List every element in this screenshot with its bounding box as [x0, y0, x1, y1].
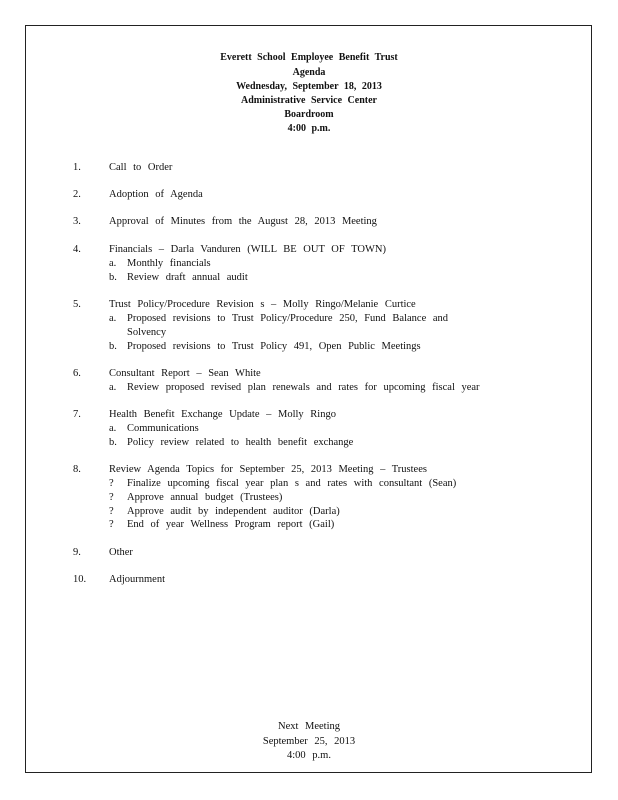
item-text: Financials – Darla Vanduren (WILL BE OUT OF TOWN)	[109, 244, 386, 255]
sub-text: Approve annual budget (Trustees)	[127, 492, 283, 503]
sub-marker: a.	[109, 382, 117, 393]
header-room: Boardroom	[284, 109, 334, 120]
sub-marker: a.	[109, 313, 117, 324]
item-number: 1.	[73, 162, 81, 173]
sub-text-continued: Solvency	[127, 327, 167, 338]
sub-text: Proposed revisions to Trust Policy/Procedure 250, Fund Balance and	[127, 313, 449, 324]
item-number: 7.	[73, 409, 81, 420]
header-subtitle: Agenda	[292, 67, 326, 78]
sub-marker: a.	[109, 258, 117, 269]
item-text: Call to Order	[109, 162, 173, 173]
sub-text: Monthly financials	[127, 258, 211, 269]
header-location: Administrative Service Center	[241, 95, 377, 106]
header-date: Wednesday, September 18, 2013	[236, 81, 382, 92]
page-border	[25, 25, 592, 773]
header-title: Everett School Employee Benefit Trust	[220, 52, 398, 63]
item-number: 9.	[73, 547, 81, 558]
item-text: Health Benefit Exchange Update – Molly Ringo	[109, 409, 336, 420]
item-number: 5.	[73, 299, 81, 310]
bullet-marker: ?	[109, 492, 114, 503]
sub-marker: a.	[109, 423, 117, 434]
sub-text: Approve audit by independent auditor (Darla)	[127, 506, 340, 517]
sub-text: Review draft annual audit	[127, 272, 248, 283]
item-number: 8.	[73, 464, 81, 475]
sub-text: Communications	[127, 423, 199, 434]
footer-time: 4:00 p.m.	[287, 750, 331, 761]
item-text: Approval of Minutes from the August 28, 2013 Meeting	[109, 216, 377, 227]
sub-marker: b.	[109, 341, 117, 352]
item-number: 3.	[73, 216, 81, 227]
sub-marker: b.	[109, 437, 117, 448]
item-text: Consultant Report – Sean White	[109, 368, 261, 379]
bullet-marker: ?	[109, 478, 114, 489]
sub-text: Finalize upcoming fiscal year plan s and rates with consultant (Sean)	[127, 478, 457, 489]
sub-text: End of year Wellness Program report (Gail)	[127, 519, 335, 530]
footer-next-meeting: Next Meeting	[277, 721, 341, 732]
sub-text: Review proposed revised plan renewals and rates for upcoming fiscal year	[127, 382, 480, 393]
item-number: 10.	[73, 574, 87, 585]
item-text: Review Agenda Topics for September 25, 2013 Meeting – Trustees	[109, 464, 427, 475]
bullet-marker: ?	[109, 519, 114, 530]
item-text: Adoption of Agenda	[109, 189, 203, 200]
item-text: Other	[109, 547, 133, 558]
header-time: 4:00 p.m.	[287, 123, 331, 134]
item-text: Adjournment	[109, 574, 165, 585]
item-number: 2.	[73, 189, 81, 200]
bullet-marker: ?	[109, 506, 114, 517]
item-number: 4.	[73, 244, 81, 255]
sub-text: Proposed revisions to Trust Policy 491, Open Public Meetings	[127, 341, 421, 352]
sub-text: Policy review related to health benefit exchange	[127, 437, 354, 448]
footer-date: September 25, 2013	[262, 736, 356, 747]
sub-marker: b.	[109, 272, 117, 283]
item-text: Trust Policy/Procedure Revision s – Molly Ringo/Melanie Curtice	[109, 299, 416, 310]
item-number: 6.	[73, 368, 81, 379]
